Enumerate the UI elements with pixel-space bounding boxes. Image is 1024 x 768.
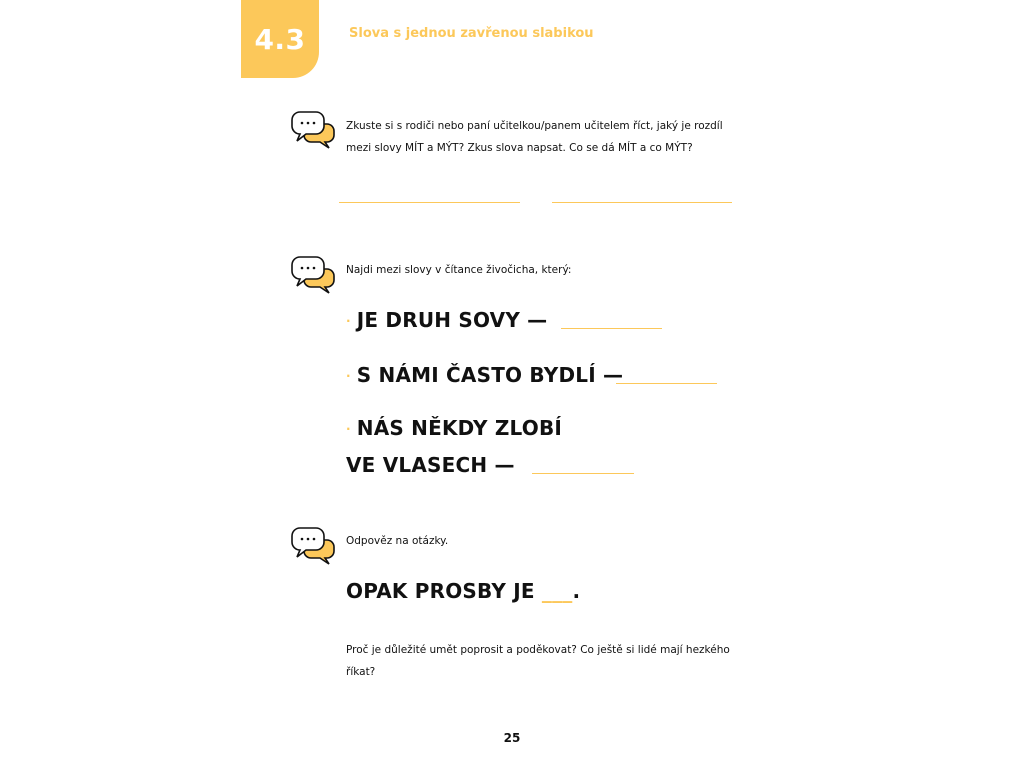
answer-line-lives-with-us[interactable] [616, 383, 717, 384]
answer-line-mit[interactable] [339, 202, 520, 203]
answer-line-myt[interactable] [552, 202, 732, 203]
answer-line-hair[interactable] [532, 473, 634, 474]
bullet-dot: · [346, 369, 351, 383]
bullet-dot: · [346, 314, 351, 328]
chat-bubbles-icon [291, 255, 335, 295]
chat-bubbles-icon [291, 526, 335, 566]
task2-item2-text: S NÁMI ČASTO BYDLÍ — [356, 363, 624, 387]
task3-answer-blank[interactable]: ___ [541, 579, 573, 603]
task2-item3-text: NÁS NĚKDY ZLOBÍ [356, 416, 563, 440]
section-title: Slova s jednou zavřenou slabikou [349, 26, 594, 41]
task3-question [346, 639, 746, 683]
task2-instruction: Najdi mezi slovy v čítance živočicha, který: [346, 264, 572, 276]
task3-question-line1: Proč je důležité umět poprosit a poděkovat? Co ještě si lidé mají hezkého [346, 644, 730, 656]
task3-instruction: Odpověz na otázky. [346, 535, 449, 547]
page-number: 25 [503, 731, 521, 745]
chat-bubbles-icon [291, 110, 335, 150]
task1-instruction-line2: mezi slovy MÍT a MÝT? Zkus slova napsat. Co se dá MÍT a co MÝT? [346, 142, 693, 154]
task3-statement-suffix: . [572, 579, 581, 603]
task2-item3-line1 [346, 416, 562, 440]
task2-item3-line2: VE VLASECH — [346, 453, 515, 477]
bullet-dot: · [346, 422, 351, 436]
task2-item1 [346, 308, 547, 332]
task3-statement [346, 579, 580, 603]
task2-item2 [346, 363, 623, 387]
task1-instruction [346, 115, 746, 159]
task1-instruction-line1: Zkuste si s rodiči nebo paní učitelkou/panem učitelem říct, jaký je rozdíl [346, 120, 723, 132]
task3-question-line2: říkat? [346, 666, 376, 678]
answer-line-owl[interactable] [561, 328, 662, 329]
task2-item1-text: JE DRUH SOVY — [356, 308, 548, 332]
task3-statement-prefix: OPAK PROSBY JE [346, 579, 542, 603]
section-number-badge: 4.3 [241, 0, 319, 78]
